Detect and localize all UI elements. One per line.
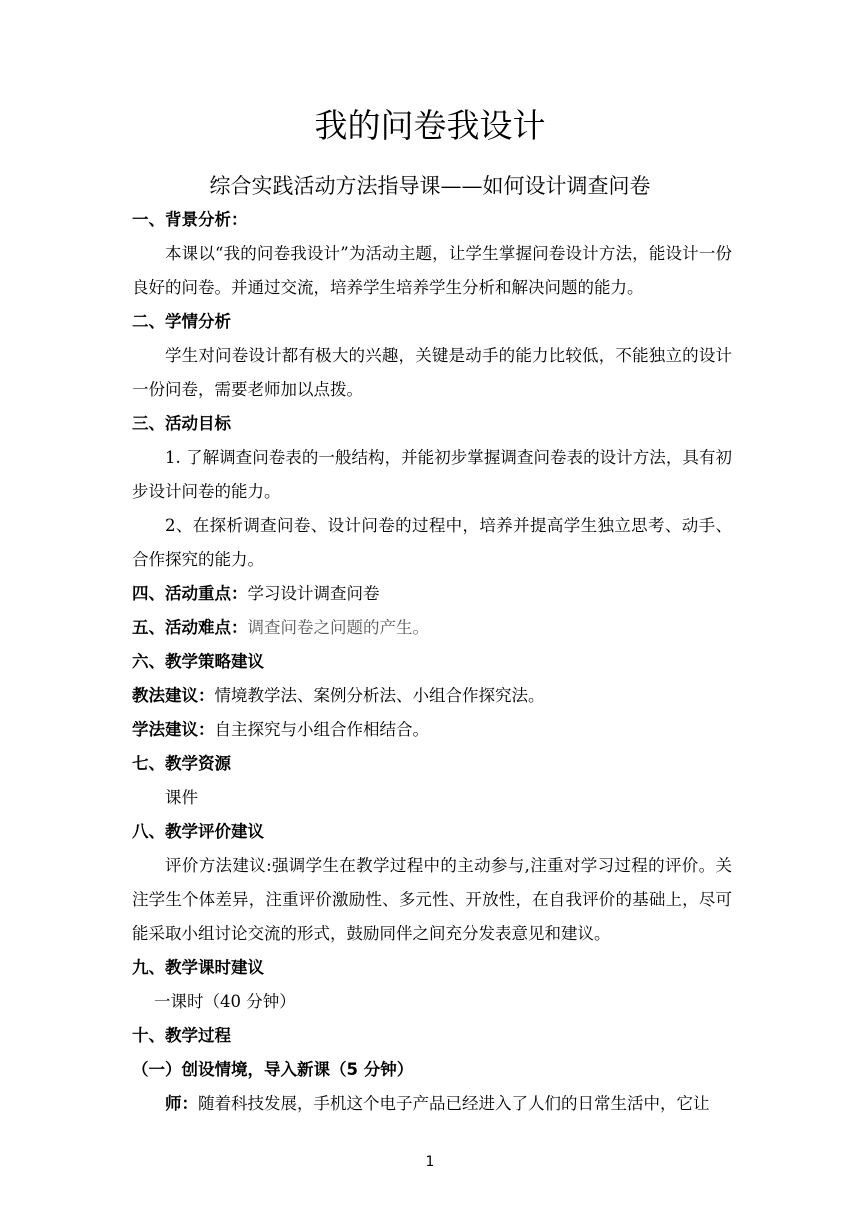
learning-method-line — [132, 713, 732, 747]
section-body-background: 本课以“我的问卷我设计”为活动主题，让学生掌握问卷设计方法，能设计一份良好的问卷。并通过交流，培养学生培养学生分析和解决问题的能力。 — [132, 244, 732, 297]
evaluation-text: 评价方法建议:强调学生在教学过程中的主动参与,注重对学习过程的评价。关注学生个体差异，注重评价激励性、多元性、开放性，在自我评价的基础上，尽可能采取小组讨论交流的形式，鼓励同伴之间充分发表意见和建议。 — [132, 856, 732, 943]
objective-item-1: 1. 了解调查问卷表的一般结构，并能初步掌握调查问卷表的设计方法，具有初步设计问卷的能力。 — [132, 448, 732, 501]
section-body-student-analysis: 学生对问卷设计都有极大的兴趣，关键是动手的能力比较低，不能独立的设计一份问卷，需要老师加以点拨。 — [132, 346, 732, 399]
document-title: 我的问卷我设计 — [314, 106, 546, 145]
section-heading-objectives: 三、活动目标 — [132, 414, 231, 433]
teacher-text: 随着科技发展，手机这个电子产品已经进入了人们的日常生活中，它让 — [198, 1094, 710, 1113]
section-heading-resources: 七、教学资源 — [132, 754, 231, 773]
teacher-speech — [132, 1087, 732, 1121]
section-heading-student-analysis: 二、学情分析 — [132, 312, 231, 331]
section-heading-difficulty: 五、活动难点： — [132, 618, 248, 637]
section-heading-process: 十、教学过程 — [132, 1026, 231, 1045]
key-point-text: 学习设计调查问卷 — [247, 584, 380, 603]
resources-text: 课件 — [165, 788, 198, 807]
section-difficulty — [132, 611, 732, 645]
learning-method-label: 学法建议： — [132, 720, 215, 739]
objective-item-2: 2、在探析调查问卷、设计问卷的过程中，培养并提高学生独立思考、动手、合作探究的能力。 — [132, 516, 732, 569]
teacher-label: 师： — [165, 1094, 198, 1113]
section-heading-key-point: 四、活动重点： — [132, 584, 248, 603]
page-number: 1 — [425, 1154, 435, 1170]
document-body — [132, 203, 732, 1121]
section-heading-strategy: 六、教学策略建议 — [132, 652, 264, 671]
process-subheading-1: （一）创设情境，导入新课（5 分钟） — [132, 1060, 414, 1079]
learning-method-text: 自主探究与小组合作相结合。 — [214, 720, 429, 739]
class-hours-text: 一课时（40 分钟） — [154, 992, 296, 1011]
section-key-point — [132, 577, 732, 611]
section-heading-background: 一、背景分析： — [132, 210, 248, 229]
teaching-method-label: 教法建议： — [132, 686, 215, 705]
teaching-method-line — [132, 679, 732, 713]
section-heading-evaluation: 八、教学评价建议 — [132, 822, 264, 841]
teaching-method-text: 情境教学法、案例分析法、小组合作探究法。 — [214, 686, 545, 705]
document-subtitle: 综合实践活动方法指导课——如何设计调查问卷 — [209, 174, 651, 198]
difficulty-text: 调查问卷之问题的产生。 — [247, 618, 429, 637]
section-heading-class-hours: 九、教学课时建议 — [132, 958, 264, 977]
